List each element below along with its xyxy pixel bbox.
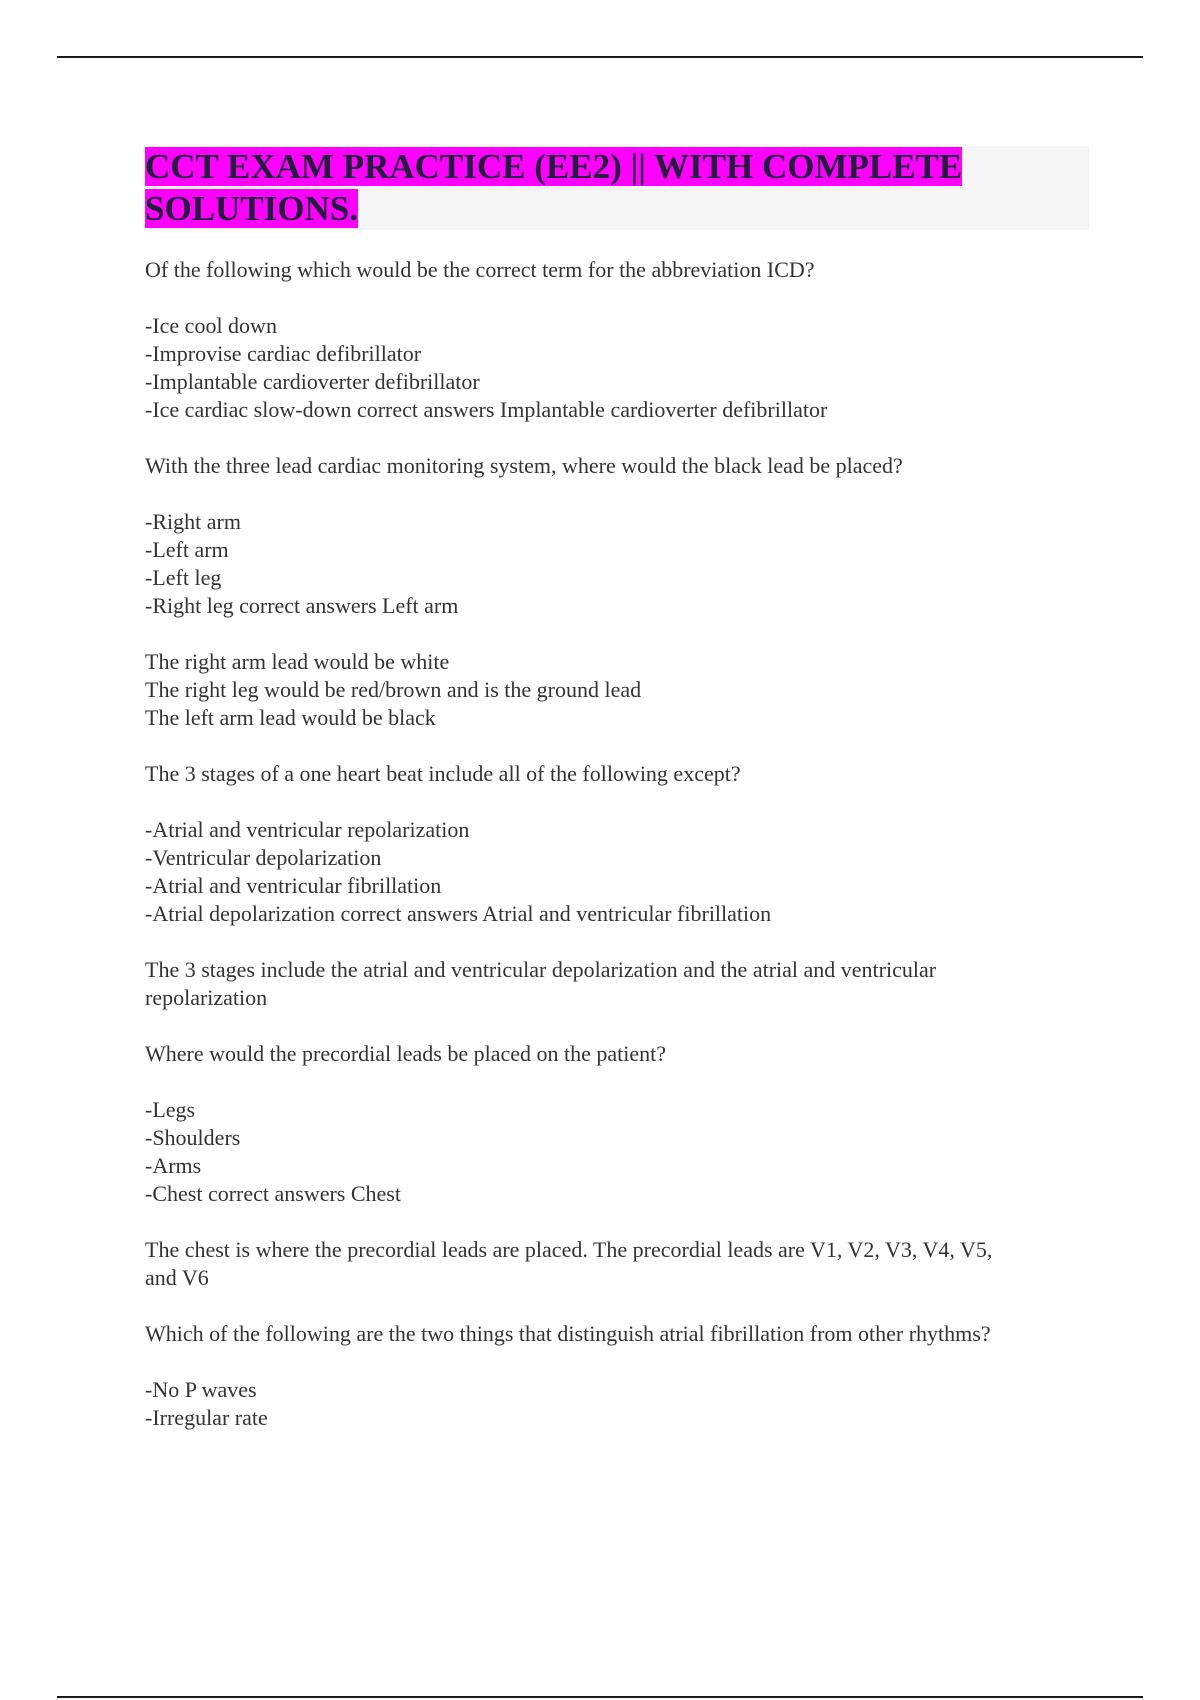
paragraph [145,1376,1089,1432]
paragraph [145,1096,1089,1208]
text-line: The right leg would be red/brown and is the ground lead [145,677,642,702]
text-line: -Shoulders [145,1125,241,1150]
paragraph [145,956,1089,1012]
document-title [145,146,1089,230]
text-line: repolarization [145,985,268,1010]
document-body [145,146,1089,1460]
question-list [145,256,1089,1432]
paragraph [145,1040,1089,1068]
top-rule [57,56,1143,58]
paragraph [145,312,1089,424]
text-line: -Ventricular depolarization [145,845,382,870]
text-line: and V6 [145,1265,209,1290]
paragraph [145,1236,1089,1292]
text-line: With the three lead cardiac monitoring system, where would the black lead be placed? [145,453,903,478]
text-line: -Improvise cardiac defibrillator [145,341,422,366]
text-line: The chest is where the precordial leads are placed. The precordial leads are V1, V2, V3, V4, V5, [145,1237,993,1262]
bottom-rule [57,1696,1143,1698]
title-block [145,146,1089,230]
text-line: The left arm lead would be black [145,705,436,730]
paragraph [145,1320,1089,1348]
paragraph [145,256,1089,284]
paragraph [145,648,1089,732]
text-line: The 3 stages include the atrial and ventricular depolarization and the atrial and ventricular [145,957,937,982]
text-line: Where would the precordial leads be placed on the patient? [145,1041,667,1066]
title-highlight: CCT EXAM PRACTICE (EE2) || WITH COMPLETE SOLUTIONS. [145,147,963,228]
text-line: -Chest correct answers Chest [145,1181,401,1206]
text-line: -Ice cardiac slow-down correct answers Implantable cardioverter defibrillator [145,397,828,422]
text-line: Of the following which would be the correct term for the abbreviation ICD? [145,257,815,282]
text-line: Which of the following are the two things that distinguish atrial fibrillation from other rhythms? [145,1321,991,1346]
text-line: -Right arm [145,509,241,534]
text-line: -Legs [145,1097,196,1122]
text-line: -Arms [145,1153,202,1178]
text-line: -Atrial and ventricular repolarization [145,817,470,842]
text-line: -Atrial depolarization correct answers Atrial and ventricular fibrillation [145,901,772,926]
text-line: -No P waves [145,1377,257,1402]
text-line: -Left arm [145,537,229,562]
text-line: The right arm lead would be white [145,649,450,674]
text-line: -Implantable cardioverter defibrillator [145,369,480,394]
paragraph [145,508,1089,620]
text-line: -Ice cool down [145,313,277,338]
text-line: -Left leg [145,565,222,590]
text-line: -Irregular rate [145,1405,268,1430]
paragraph [145,816,1089,928]
text-line: The 3 stages of a one heart beat include all of the following except? [145,761,741,786]
paragraph [145,760,1089,788]
paragraph [145,452,1089,480]
text-line: -Right leg correct answers Left arm [145,593,459,618]
text-line: -Atrial and ventricular fibrillation [145,873,442,898]
